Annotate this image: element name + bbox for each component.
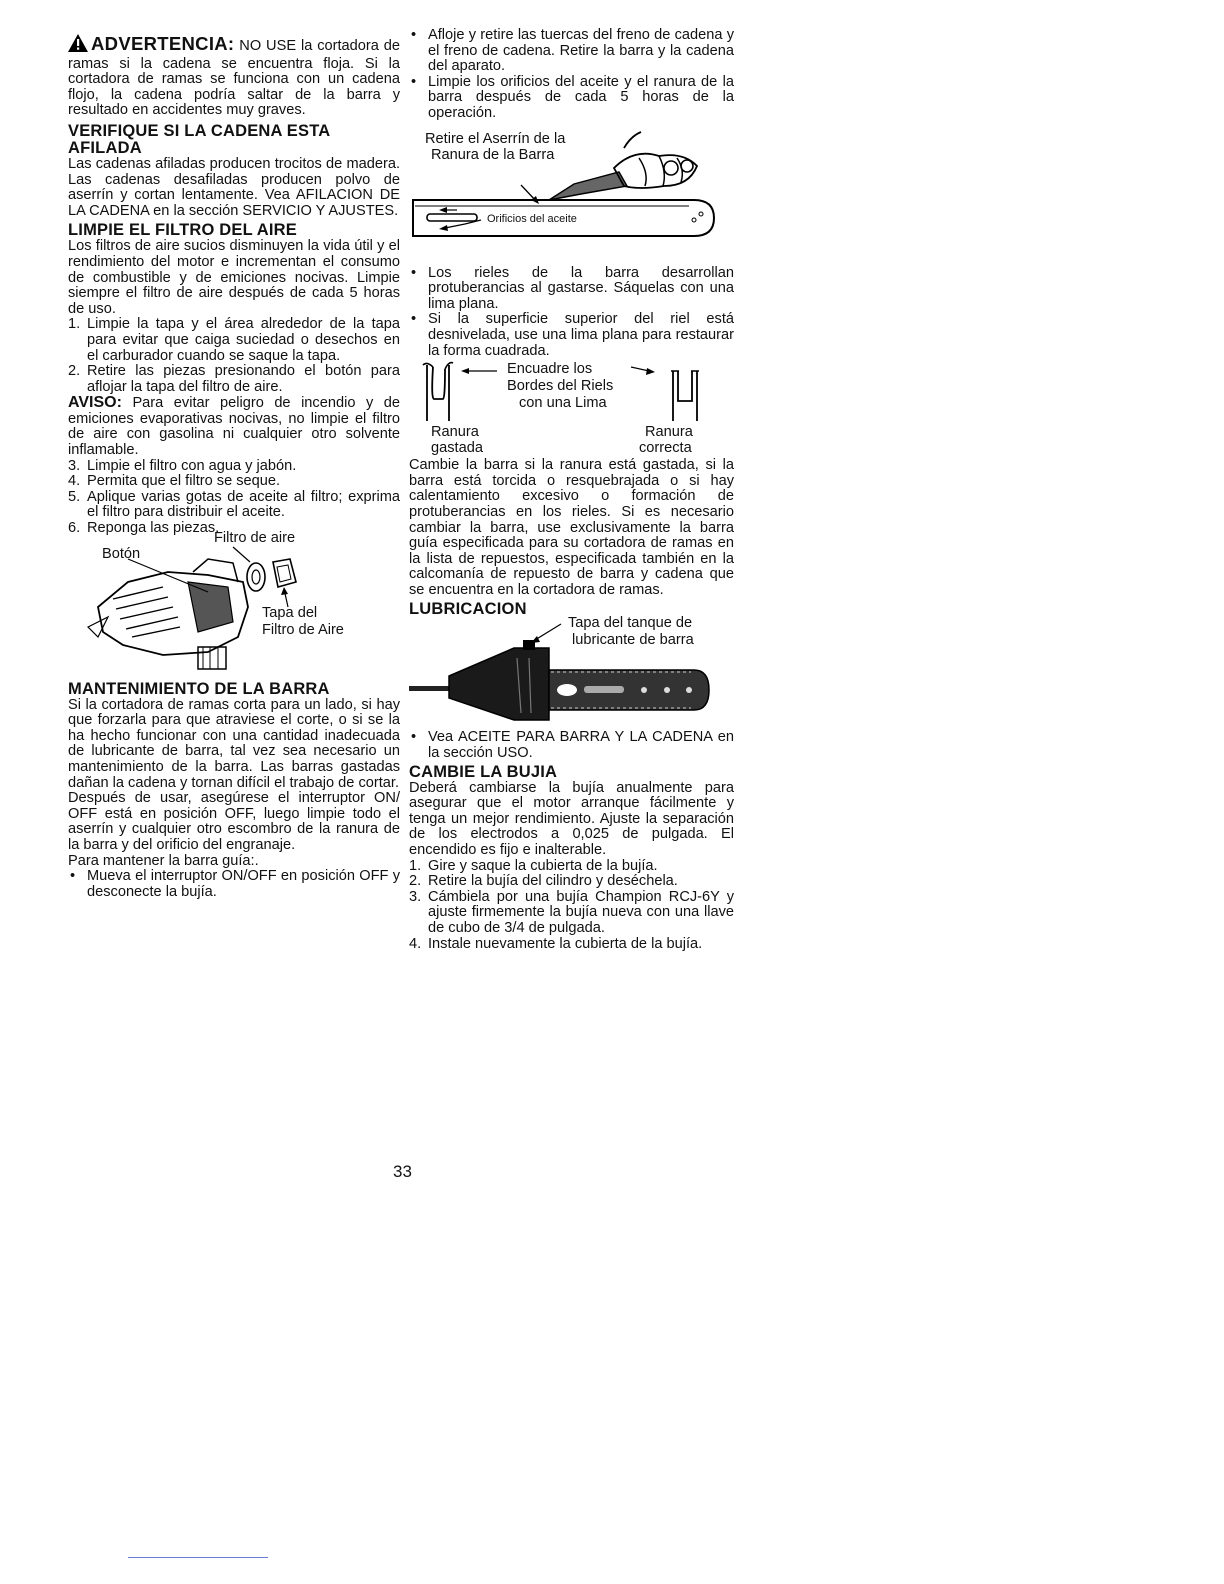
label-correct-groove-line2: correcta bbox=[639, 440, 692, 457]
spark-plug-steps bbox=[409, 859, 734, 953]
replace-bar-text: Cambie la barra si la ranura está gastada, si la barra está torcida o resquebrajada o si hay calentamiento excesivo o formación de protuberancias en los rieles. Si es necesario cambiar la barra, use exclusivamente la barra guía especificada para su cortadora de ramas en la lista de repuestos, especificada también en la calcomanía de repuesto de barra y cadena que se encuentra en la cortadora de ramas. bbox=[409, 457, 734, 598]
warning-text: NO USE la cortadora de ramas si la cadena se encuentra floja. Si la cortadora de ramas se funciona con un cadena flojo, la cadena podría saltar de la barra y resultado en accidentes muy graves. bbox=[68, 38, 400, 119]
air-filter-steps-a bbox=[68, 317, 400, 395]
list-item: • Si la superficie superior del riel está desnivelada, use una lima plana para restaurar la forma cuadrada. bbox=[411, 311, 734, 359]
label-worn-groove-line1: Ranura bbox=[431, 424, 479, 441]
lubrication-heading: LUBRICACION bbox=[409, 600, 527, 619]
air-filter-heading: LIMPIE EL FILTRO DEL AIRE bbox=[68, 221, 297, 240]
list-item: 4. Permita que el filtro se seque. bbox=[68, 473, 281, 490]
warning-title: ADVERTENCIA: bbox=[91, 33, 235, 54]
bullets-mid bbox=[409, 266, 734, 360]
left-column bbox=[68, 28, 400, 900]
list-item: 1. Limpie la tapa y el área alrededor de la tapa para evitar que caiga suciedad o desechos en el carburador cuando se saque la tapa. bbox=[68, 316, 400, 364]
label-button: Botón bbox=[102, 545, 141, 562]
list-item: • Los rieles de la barra desarrollan protuberancias al gastarse. Sáquelas con una lima plana. bbox=[411, 264, 734, 312]
label-air-filter: Filtro de aire bbox=[214, 529, 296, 546]
lubrication-figure bbox=[409, 615, 734, 730]
warning-paragraph bbox=[68, 34, 400, 119]
list-item: 4. Instale nuevamente la cubierta de la bujía. bbox=[409, 935, 703, 952]
list-item: 5. Aplique varias gotas de aceite al filtro; exprima el filtro para distribuir el aceite. bbox=[68, 488, 400, 521]
label-remove-sawdust-line1: Retire el Aserrín de la bbox=[425, 130, 566, 147]
label-remove-sawdust-line2: Ranura de la Barra bbox=[431, 146, 555, 163]
bar-maintenance-heading: MANTENIMIENTO DE LA BARRA bbox=[68, 679, 330, 698]
air-filter-intro: Los filtros de aire sucios disminuyen la vida útil y el rendimiento del motor e incrementan el consumo de combustible y de emiciones nocivas. Limpie siempre el filtro de aire después de cada 5 horas de uso. bbox=[68, 238, 400, 317]
label-square-edges-line1: Encuadre los bbox=[507, 361, 593, 378]
bar-maintenance-bullets bbox=[68, 869, 400, 900]
label-worn-groove-line2: gastada bbox=[431, 440, 483, 457]
list-item: 3. Limpie el filtro con agua y jabón. bbox=[68, 457, 297, 474]
list-item: 2. Retire las piezas presionando el botón para aflojar la tapa del filtro de aire. bbox=[68, 363, 400, 395]
bullets-top bbox=[409, 28, 734, 122]
list-item: • Afloje y retire las tuercas del freno de cadena y el freno de cadena. Retire la barra y la cadena del aparato. bbox=[411, 27, 734, 75]
list-item: 2. Retire la bujía del cilindro y deséchela. bbox=[409, 873, 678, 890]
list-item: • Vea ACEITE PARA BARRA Y LA CADENA en la sección USO. bbox=[411, 729, 734, 762]
warning-triangle-icon bbox=[68, 34, 88, 57]
spark-plug-heading: CAMBIE LA BUJIA bbox=[409, 762, 558, 781]
rails-figure bbox=[409, 359, 734, 455]
label-cover-line1: Tapa del bbox=[262, 604, 318, 621]
sharp-chain-text: Las cadenas afiladas producen trocitos de madera. Las cadenas desafiladas producen polvo de aserrín y cortan lentamente. Vea AFILACION DE LA CADENA en la sección SERVICIO Y AJUSTES. bbox=[68, 155, 400, 219]
aviso-label: AVISO: bbox=[68, 394, 122, 412]
label-square-edges-line3: con una Lima bbox=[519, 395, 607, 412]
aviso-text: Para evitar peligro de incendio y de emiciones evaporativas nocivas, no limpie el filtro de aire con gasolina ni cualquier otro solvente inflamable. bbox=[68, 395, 400, 459]
label-correct-groove-line1: Ranura bbox=[645, 424, 693, 441]
list-item: • Limpie los orificios del aceite y el ranura de la barra después de cada 5 horas de la operación. bbox=[411, 73, 734, 121]
footer-rule bbox=[128, 1557, 268, 1558]
air-filter-figure bbox=[68, 529, 400, 677]
sharp-chain-heading: VERIFIQUE SI LA CADENA ESTA AFILADA bbox=[68, 121, 330, 157]
label-oil-tank-cap-line1: Tapa del tanque de bbox=[568, 615, 693, 632]
label-oil-tank-cap-line2: lubricante de barra bbox=[572, 632, 694, 649]
list-item: 3. Cámbiela por una bujía Champion RCJ-6Y y ajuste firmemente la bujía nueva con una llave de cubo de 3/4 de pulgada. bbox=[409, 888, 734, 936]
list-item: • Mueva el interruptor ON/OFF en posición OFF y desconecte la bujía. bbox=[70, 868, 400, 900]
bar-maintenance-p1: Si la cortadora de ramas corta para un lado, si hay que forzarla para que atraviese el corte, o si se la ha hecho funcionar con una cantidad inadecuada de lubricante de barra, tal vez sea necesario un mantenimiento de la barra. Las barras gastadas dañan la cadena y tornan difícil el trabajo de cortar. bbox=[68, 696, 400, 791]
bar-maintenance-p3: Para mantener la barra guía:. bbox=[68, 852, 259, 869]
bar-cleaning-figure bbox=[409, 128, 734, 268]
page-number: 33 bbox=[393, 1162, 412, 1181]
label-oil-holes: Orificios del aceite bbox=[487, 212, 577, 225]
bar-maintenance-p2: Después de usar, asegúrese el interruptor ON/ OFF está en posición OFF, luego limpie todo el aserrín y cualquier otro escombro de la ranura de la barra y del orificio del engranaje. bbox=[68, 790, 400, 853]
spark-plug-intro: Deberá cambiarse la bujía anualmente para asegurar que el motor arranque fácilmente y tenga un mejor rendimiento. Ajuste la separación de los electrodos a 0,025 de pulgada. El encendido es fijo e inalterable. bbox=[409, 779, 734, 859]
label-cover-line2: Filtro de Aire bbox=[262, 621, 344, 638]
air-filter-steps-b bbox=[68, 459, 400, 537]
label-square-edges-line2: Bordes del Riels bbox=[507, 378, 614, 395]
aviso-paragraph bbox=[68, 395, 400, 458]
list-item: 6. Reponga las piezas. bbox=[68, 520, 220, 537]
list-item: 1. Gire y saque la cubierta de la bujía. bbox=[409, 857, 658, 874]
lubrication-bullets bbox=[409, 730, 734, 761]
right-column bbox=[409, 28, 734, 952]
